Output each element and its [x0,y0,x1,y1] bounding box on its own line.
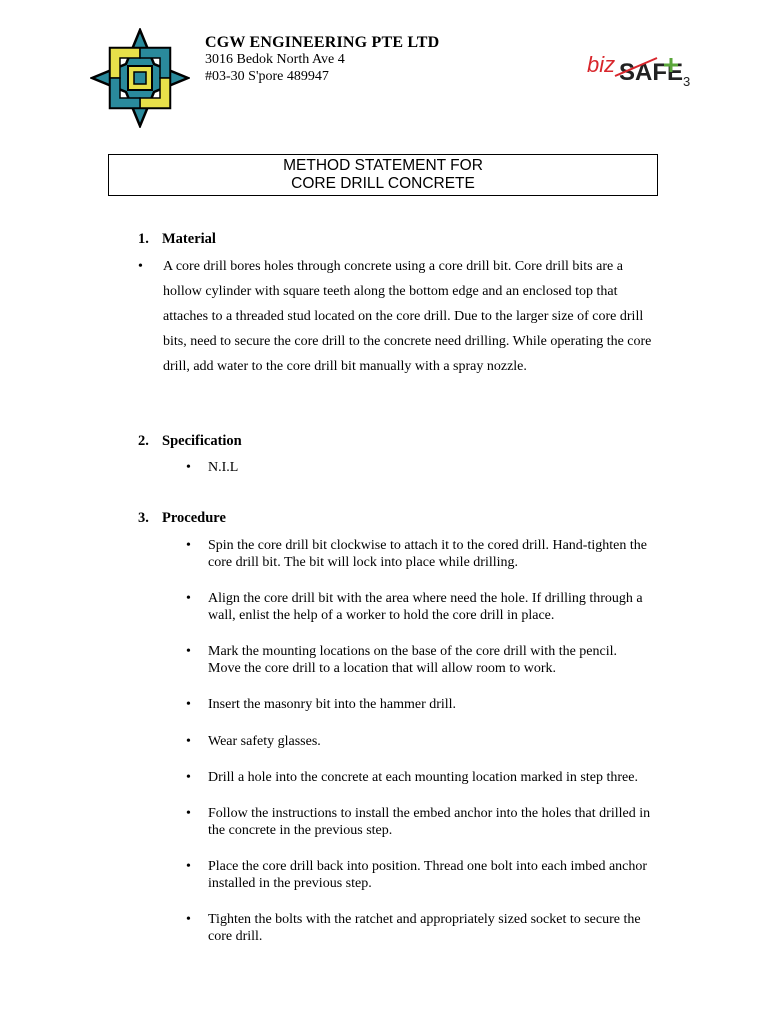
list-item: • Wear safety glasses. [186,734,321,749]
section-heading-specification [138,433,242,450]
specification-list [186,458,238,478]
bullet-icon: • [186,460,191,475]
bullet-icon: • [186,644,191,659]
bullet-icon: • [186,734,191,749]
bullet-icon: • [186,591,191,606]
section-number: 2. [138,433,149,449]
list-item: • Align the core drill bit with the area where need the hole. If drilling through a wall, enlist the help of a worker to hold the core drill in place. [186,591,643,623]
list-item: • A core drill bores holes through concrete using a core drill bit. Core drill bits are a hollow cylinder with square teeth along the bottom edge and an enclosed top that attaches to a threaded stud located on the core drill. Due to the larger size of core drill bits, need to secure the core drill to the concrete need drilling. While operating the core drill, add water to the core drill bit manually with a spray nozzle. [138,254,658,379]
list-item: • Place the core drill back into position. Thread one bolt into each imbed anchor installed in the previous step. [186,859,648,891]
list-item: • Insert the masonry bit into the hammer drill. [186,697,457,712]
company-logo-icon [90,28,190,128]
list-item: • Spin the core drill bit clockwise to attach it to the cored drill. Hand-tighten the core drill bit. The bit will lock into place while drilling. [186,538,647,570]
bullet-icon: • [186,770,191,785]
svg-text:SAFE: SAFE [619,59,684,86]
title-line-1: METHOD STATEMENT FOR [283,157,483,174]
section-heading-procedure [138,510,226,527]
list-item: • Mark the mounting locations on the base of the core drill with the pencil. Move the core drill to a location that will allow room to work. [186,644,618,676]
list-item: • Tighten the bolts with the ratchet and appropriately sized socket to secure the core drill. [186,912,641,944]
section-number: 1. [138,231,149,247]
bullet-icon: • [186,859,191,874]
list-item: • Follow the instructions to install the embed anchor into the holes that drilled in the concrete in the previous step. [186,806,651,838]
section-heading-material [138,231,216,248]
bullet-icon: • [186,806,191,821]
address-line-1: 3016 Bedok North Ave 4 [205,52,345,67]
section-title: Material [162,231,216,247]
title-line-2: CORE DRILL CONCRETE [291,175,475,192]
section-title: Procedure [162,510,226,526]
company-name: CGW ENGINEERING PTE LTD [205,34,440,51]
list-item: • N.I.L [186,458,238,478]
document-title [108,154,658,196]
section-title: Specification [162,433,242,449]
svg-text:biz: biz [587,52,616,77]
procedure-list [186,537,651,945]
bullet-icon: • [138,259,143,274]
bullet-icon: • [186,697,191,712]
bizsafe-logo-icon [585,46,695,90]
section-number: 3. [138,510,149,526]
svg-text:3: 3 [683,74,691,89]
list-item: • Drill a hole into the concrete at each mounting location marked in step three. [186,770,638,785]
address-line-2: #03-30 S'pore 489947 [205,69,329,84]
company-info [205,34,439,85]
bullet-icon: • [186,538,191,553]
material-list [138,254,658,379]
bullet-icon: • [186,912,191,927]
